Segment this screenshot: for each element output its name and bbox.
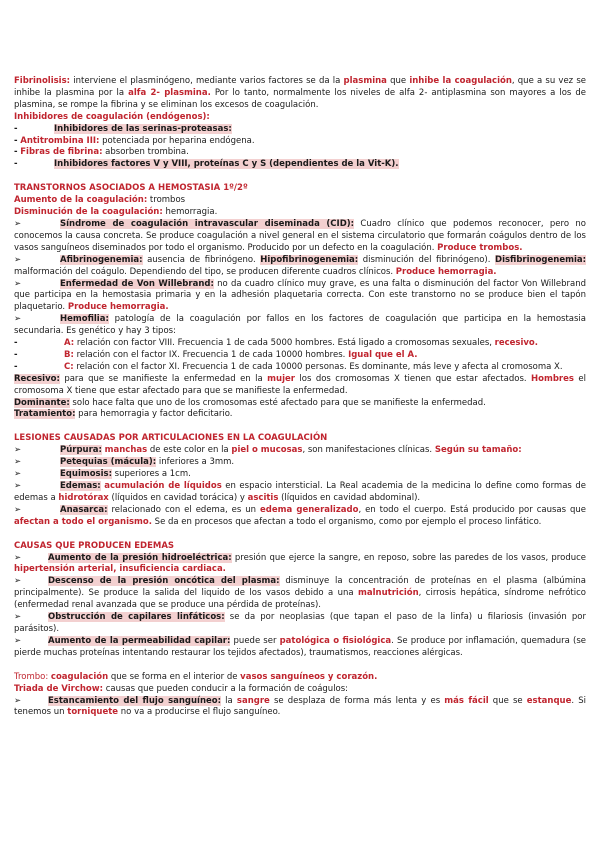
bullet-petequias: ➢ Petequias (mácula): inferiores a 3mm. <box>14 457 235 468</box>
paragraph-tratamiento: Tratamiento: para hemorragia y factor deficitario. <box>14 409 233 420</box>
list-item-serinas: - Inhibidores de las serinas-proteasas: <box>14 123 232 134</box>
section-title-transtornos: TRANSTORNOS ASOCIADOS A HEMOSTASIA 1º/2º <box>14 183 248 194</box>
bullet-fibrinogeno: ➢ Afibrinogenemia: ausencia de fibrinógeno. Hipofibrinogenemia: disminución del fibrinógeno). Disfibrinogenemia: malformación del coágulo. Dependiendo del tipo, se producen diferente cuadros clínicos. Produce hemorragia. <box>14 254 586 277</box>
heading-inhibidores: Inhibidores de coagulación (endógenos): <box>14 111 210 122</box>
bullet-estancamiento: ➢ Estancamiento del flujo sanguíneo: la sangre se desplaza de forma más lenta y es más fácil que se estanque. Si tenemos un torniquete no va a producirse el flujo sanguíneo. <box>14 695 586 718</box>
arrow-bullet-icon: ➢ <box>14 278 22 289</box>
section-title-lesiones: LESIONES CAUSADAS POR ARTICULACIONES EN LA COAGULACIÓN <box>14 433 328 444</box>
bullet-von-willebrand: ➢ Enfermedad de Von Willebrand: no da cuadro clínico muy grave, es una falta o disminución del factor Von Willebrand que participa en la hemostasia primaria y en la adhesión plaquetaria correcta. Con este transtorno no se produce bien el tapón plaquetario. Produce hemorragia. <box>14 278 587 313</box>
paragraph-recesivo: Recesivo: para que se manifieste la enfermedad en la mujer los dos cromosomas X tienen que estar afectados. Hombres el cromosoma X tiene que estar afectado para que se manifieste la enfermedad. <box>14 373 586 396</box>
list-item-hemofilia-b: - B: relación con el factor IX. Frecuencia 1 de cada 10000 hombres. Igual que el A. <box>14 349 418 360</box>
list-item-fibras: - Fibras de fibrina: absorben trombina. <box>14 147 189 158</box>
list-item-antitrombina: - Antitrombina III: potenciada por heparina endógena. <box>14 135 255 146</box>
bullet-cid: ➢ Síndrome de coagulación intravascular diseminada (CID): Cuadro clínico que podemos reconocer, pero no conocemos la causa concreta. Se produce coagulación a nivel general en el sistema circulatorio que formarán coágulos dentro de los vasos sanguíneos diseminados por todo el organismo. Producido por un defecto en la coagulación. Produce trombos. <box>14 218 586 253</box>
arrow-bullet-icon: ➢ <box>14 481 22 491</box>
bullet-oncotica: ➢ Descenso de la presión oncótica del plasma: disminuye la concentración de proteínas en el plasma (albúmina principalmente). Se produce la salida del liquido de los vasos debido a una malnutrición, cirrosis hepática, síndrome nefrótico (enfermedad renal avanzada que se produce una pérdida de proteínas). <box>14 576 586 611</box>
list-item-hemofilia-c: - C: relación con el factor XI. Frecuencia 1 de cada 10000 personas. Es dominante, más leve y afecta al cromosoma X. <box>14 361 563 372</box>
list-item-factores: - Inhibidores factores V y VIII, proteínas C y S (dependientes de la Vit-K). <box>14 159 399 170</box>
paragraph-trombo: Trombo: coagulación que se forma en el interior de vasos sanguíneos y corazón. <box>14 671 378 682</box>
bullet-obstruccion: ➢ Obstrucción de capilares linfáticos: se da por neoplasias (que tapan el paso de la linfa) u filariosis (invasión por parásitos). <box>14 612 586 634</box>
arrow-bullet-icon: ➢ <box>14 576 22 587</box>
arrow-bullet-icon: ➢ <box>14 469 22 480</box>
arrow-bullet-icon: ➢ <box>14 552 22 563</box>
bullet-hemofilia: ➢ Hemofilia: patología de la coagulación por fallos en los factores de coagulación que participa en la hemostasia secundaria. Es genético y hay 3 tipos: <box>14 314 586 337</box>
paragraph-fibrinolisis: Fibrinolisis: interviene el plasminógeno, mediante varios factores se da la plasmina que inhibe la coagulación, que a su vez se inhibe la plasmina por la alfa 2- plasmina. Por lo tanto, normalmente los niveles de alfa 2- antiplasmina son mayores a los de plasmina, se rompe la fibrina y se eliminan los excesos de coagulación. <box>14 76 586 110</box>
bullet-permeabilidad: ➢ Aumento de la permeabilidad capilar: puede ser patológica o fisiológica. Se produce por inflamación, quemadura (se pierde muchas proteínas intentando restaurar los tejidos afectados), traumatismos, reacciones alérgicas. <box>14 635 586 658</box>
arrow-bullet-icon: ➢ <box>14 635 22 646</box>
arrow-bullet-icon: ➢ <box>14 314 22 325</box>
arrow-bullet-icon: ➢ <box>14 695 22 706</box>
list-item-hemofilia-a: - A: relación con factor VIII. Frecuencia 1 de cada 5000 hombres. Está ligado a cromosomas sexuales, recesivo. <box>14 338 538 349</box>
bullet-anasarca: ➢ Anasarca: relacionado con el edema, es un edema generalizado, en todo el cuerpo. Está producido por causas que afectan a todo el organismo. Se da en procesos que afectan a todo el organismo, como por ejemplo el proceso linfático. <box>14 504 586 527</box>
line-aumento: Aumento de la coagulación: trombos <box>14 195 186 206</box>
arrow-bullet-icon: ➢ <box>14 218 22 229</box>
term-fibrinolisis: Fibrinolisis: <box>14 76 71 86</box>
arrow-bullet-icon: ➢ <box>14 445 22 456</box>
bullet-presion: ➢ Aumento de la presión hidroeléctrica: presión que ejerce la sangre, en reposo, sobre las paredes de los vasos, produce hipertensión arterial, insuficiencia cardiaca. <box>14 552 586 575</box>
bullet-edemas: ➢ Edemas: acumulación de líquidos en espacio intersticial. La Real academia de la medicina lo define como formas de edemas a hidrotórax (líquidos en cavidad torácica) y ascitis (líquidos en cavidad abdominal). <box>14 481 587 503</box>
paragraph-dominante: Dominante: solo hace falta que uno de los cromosomas esté afectado para que se manifieste la enfermedad. <box>14 397 486 408</box>
line-disminucion: Disminución de la coagulación: hemorragia. <box>14 207 218 218</box>
arrow-bullet-icon: ➢ <box>14 504 22 515</box>
section-title-causas: CAUSAS QUE PRODUCEN EDEMAS <box>14 540 175 551</box>
arrow-bullet-icon: ➢ <box>14 612 22 623</box>
arrow-bullet-icon: ➢ <box>14 254 22 265</box>
bullet-purpura: ➢ Púrpura: manchas de este color en la piel o mucosas, son manifestaciones clínicas. Según su tamaño: <box>14 445 522 456</box>
bullet-equimosis: ➢ Equimosis: superiores a 1cm. <box>14 469 191 480</box>
arrow-bullet-icon: ➢ <box>14 457 22 468</box>
paragraph-triada: Triada de Virchow: causas que pueden conducir a la formación de coágulos: <box>14 683 349 694</box>
